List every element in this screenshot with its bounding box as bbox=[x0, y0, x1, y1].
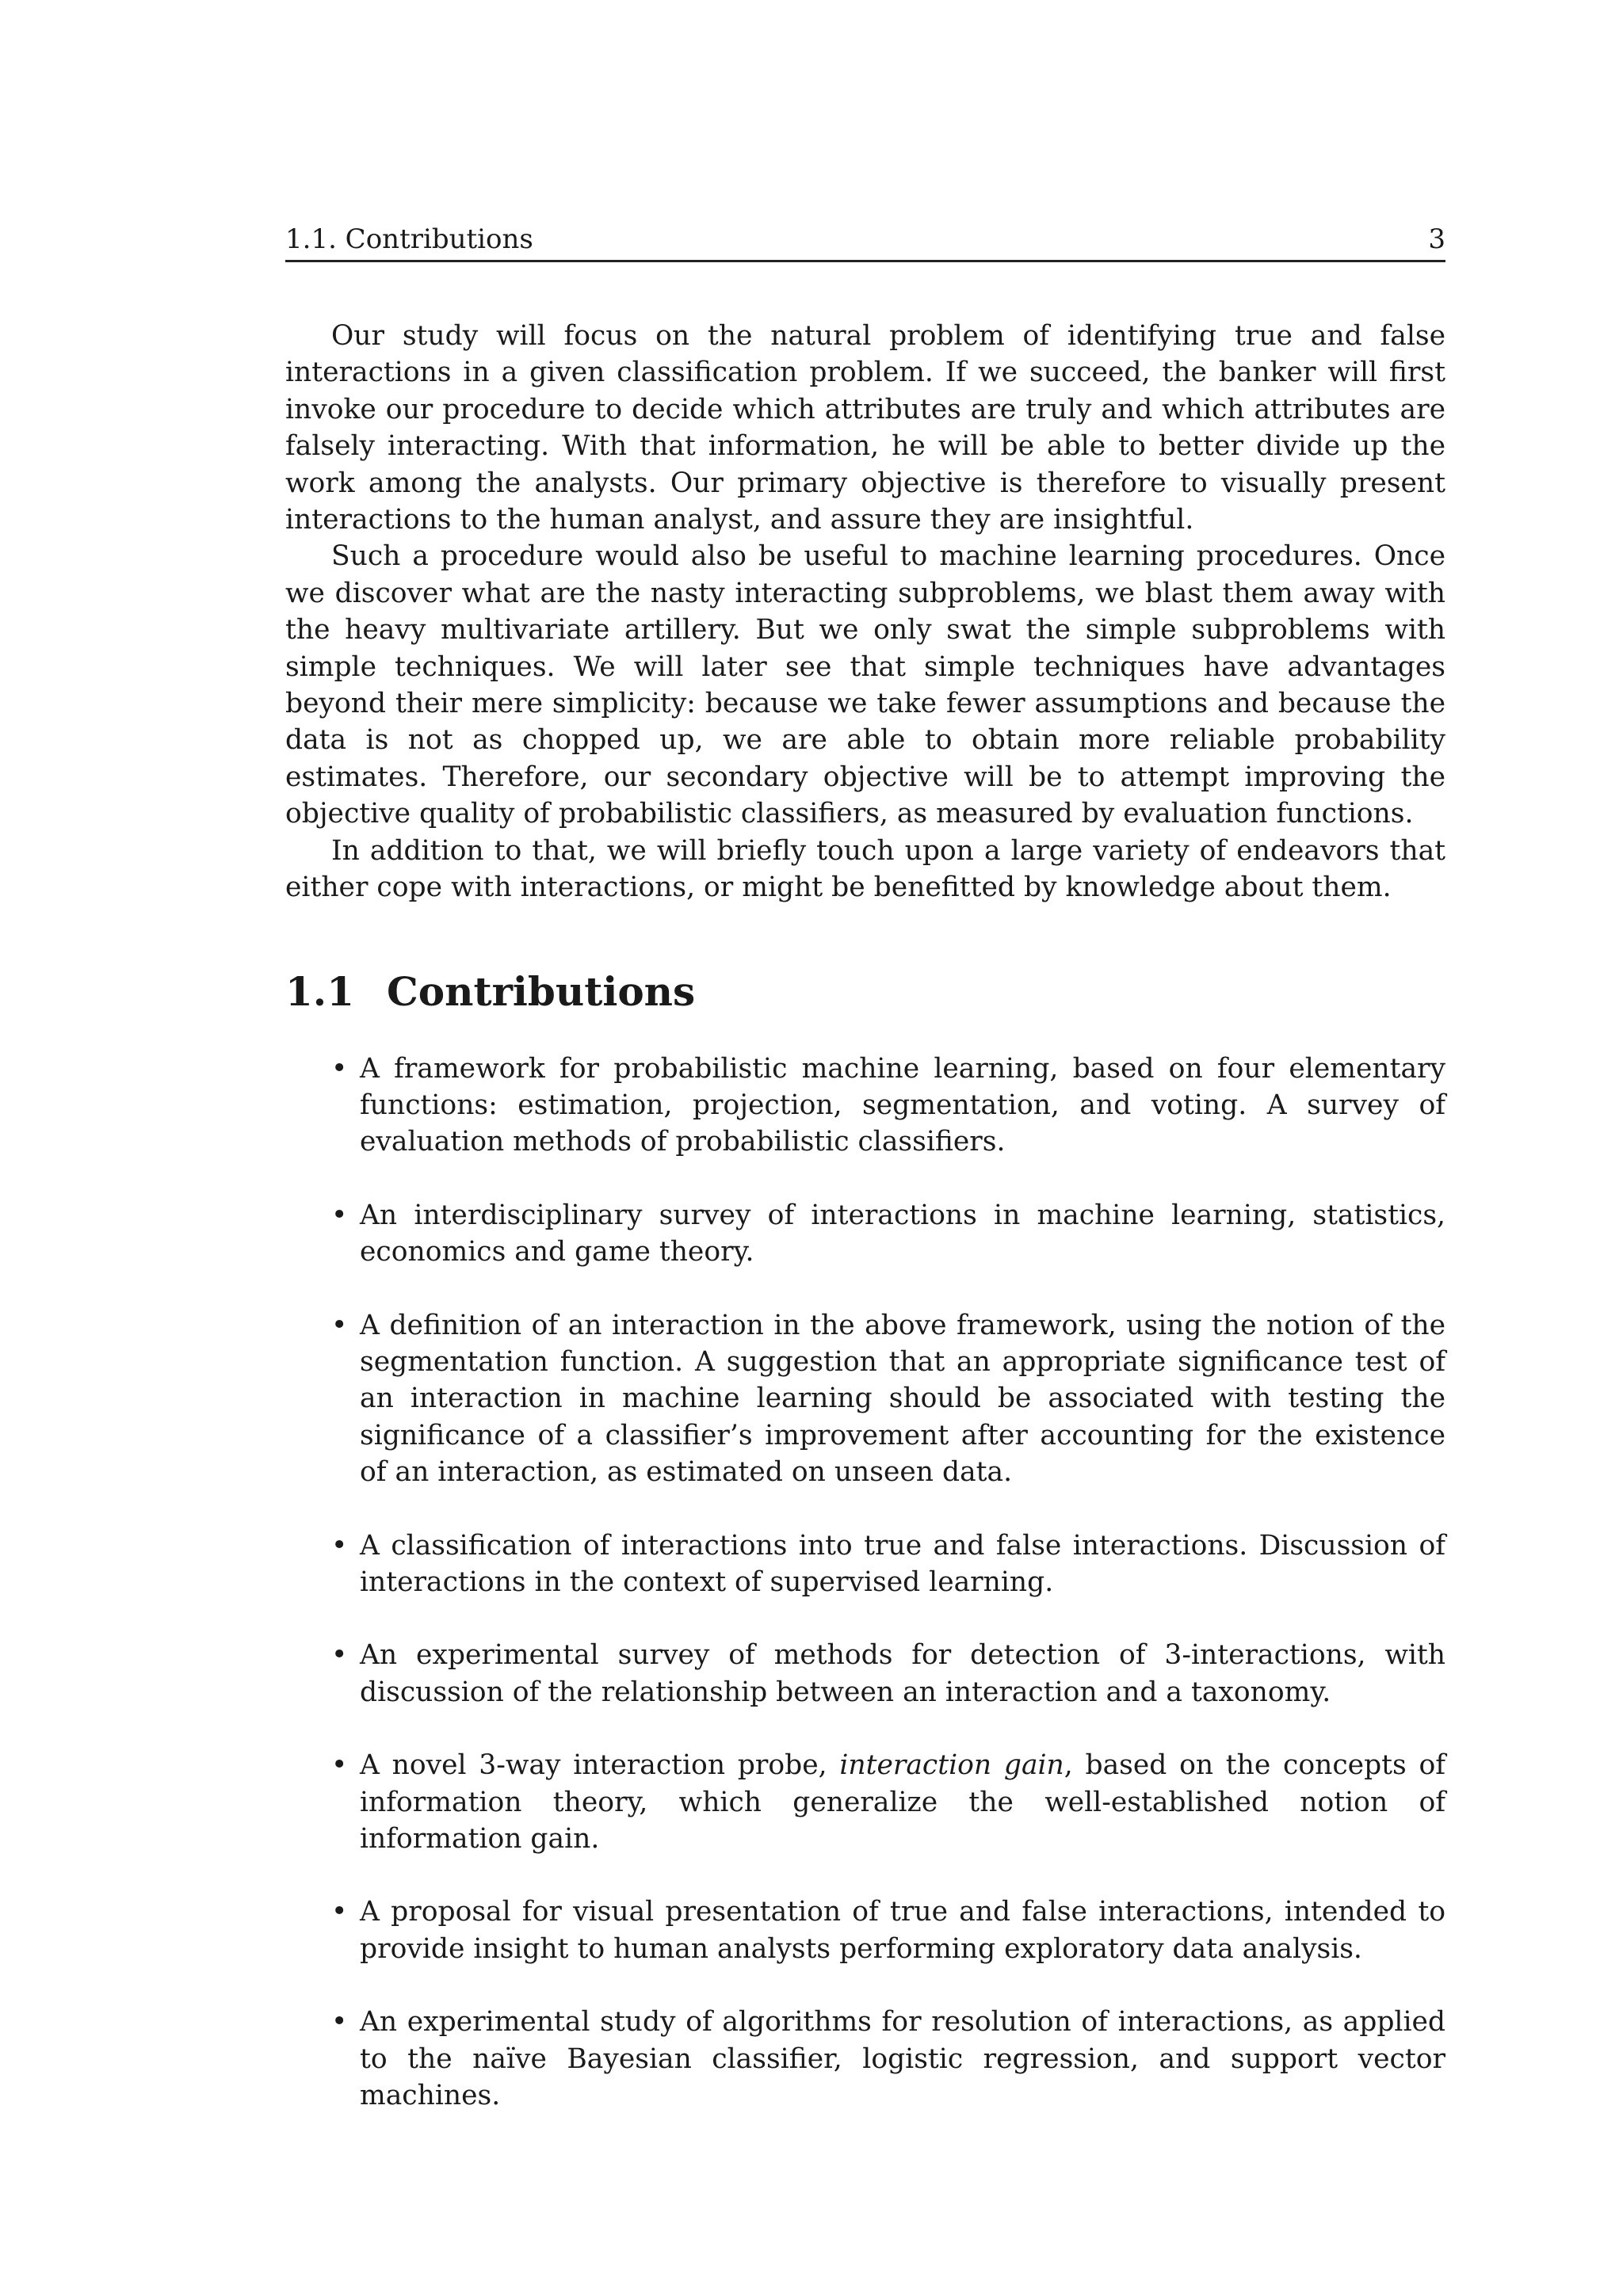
bullet-icon: • bbox=[331, 1529, 348, 1562]
paragraph: In addition to that, we will briefly touch upon a large variety of endeavors that either cope with interactions, or might be benefitted by knowledge about them. bbox=[285, 834, 1445, 904]
list-item bbox=[285, 1197, 1445, 1271]
running-head bbox=[285, 222, 1445, 262]
running-head-section: 1.1. Contributions bbox=[285, 223, 533, 255]
section-number: 1.1 bbox=[285, 967, 354, 1015]
section-heading bbox=[285, 968, 1445, 1016]
list-item bbox=[285, 1894, 1445, 1967]
paragraph: Our study will focus on the natural problem of identifying true and false interactions in a given classification problem. If we succeed, the banker will first invoke our procedure to decide which attributes are truly and which attributes are falsely interacting. With that information, he will be able to better divide up the work among the analysts. Our primary objective is therefore to visually present interactions to the human analyst, and assure they are insightful. bbox=[285, 320, 1445, 536]
bullet-icon: • bbox=[331, 1052, 348, 1085]
list-item-text: A proposal for visual presentation of true and false interactions, intended to provide insight to human analysts performing exploratory data analysis. bbox=[360, 1896, 1445, 1965]
text-after-emphasis: , based on the concepts of information theory, which generalize the well-established notion of information gain. bbox=[360, 1749, 1445, 1855]
list-item-text: An experimental survey of methods for detection of 3-interactions, with discussion of the relationship between an interaction and a taxonomy. bbox=[360, 1639, 1445, 1708]
list-item bbox=[285, 1637, 1445, 1711]
contributions-list bbox=[285, 1051, 1445, 2115]
bullet-icon: • bbox=[331, 1749, 348, 1782]
bullet-icon: • bbox=[331, 1309, 348, 1341]
bullet-icon: • bbox=[331, 2006, 348, 2039]
list-item bbox=[285, 1307, 1445, 1491]
text-before-emphasis: A novel 3-way interaction probe, bbox=[360, 1749, 840, 1782]
list-item-text: An interdisciplinary survey of interactions in machine learning, statistics, economics and game theory. bbox=[360, 1199, 1445, 1268]
list-item-text: A classification of interactions into true and false interactions. Discussion of interactions in the context of supervised learning. bbox=[360, 1529, 1445, 1598]
emphasis-term: interaction gain bbox=[839, 1749, 1064, 1782]
list-item bbox=[285, 2004, 1445, 2114]
list-item-text: A definition of an interaction in the above framework, using the notion of the segmentation function. A suggestion that an appropriate significance test of an interaction in machine learning should be associated with testing the significance of a classifier’s improvement after accounting for the existence of an interaction, as estimated on unseen data. bbox=[360, 1309, 1445, 1489]
list-item-text: An experimental study of algorithms for resolution of interactions, as applied to the naïve Bayesian classifier, logistic regression, and support vector machines. bbox=[360, 2006, 1445, 2112]
paragraph: Such a procedure would also be useful to machine learning procedures. Once we discover what are the nasty interacting subproblems, we blast them away with the heavy multivariate artillery. But we only swat the simple subproblems with simple techniques. We will later see that simple techniques have advantages beyond their mere simplicity: because we take fewer assumptions and because the data is not as chopped up, we are able to obtain more reliable probability estimates. Therefore, our secondary objective will be to attempt improving the objective quality of probabilistic classifiers, as measured by evaluation functions. bbox=[285, 540, 1445, 830]
bullet-icon: • bbox=[331, 1639, 348, 1672]
list-item bbox=[285, 1747, 1445, 1857]
list-item bbox=[285, 1527, 1445, 1601]
section-title: Contributions bbox=[387, 967, 696, 1015]
list-item-text: A framework for probabilistic machine learning, based on four elementary functions: estimation, projection, segmentation, and voting. A survey of evaluation methods of probabilistic classifiers. bbox=[360, 1052, 1445, 1158]
page-number: 3 bbox=[1428, 223, 1445, 255]
page bbox=[285, 222, 1445, 2150]
list-item-text bbox=[360, 1749, 1445, 1855]
bullet-icon: • bbox=[331, 1199, 348, 1231]
intro-text bbox=[285, 318, 1445, 906]
bullet-icon: • bbox=[331, 1896, 348, 1928]
list-item bbox=[285, 1051, 1445, 1161]
